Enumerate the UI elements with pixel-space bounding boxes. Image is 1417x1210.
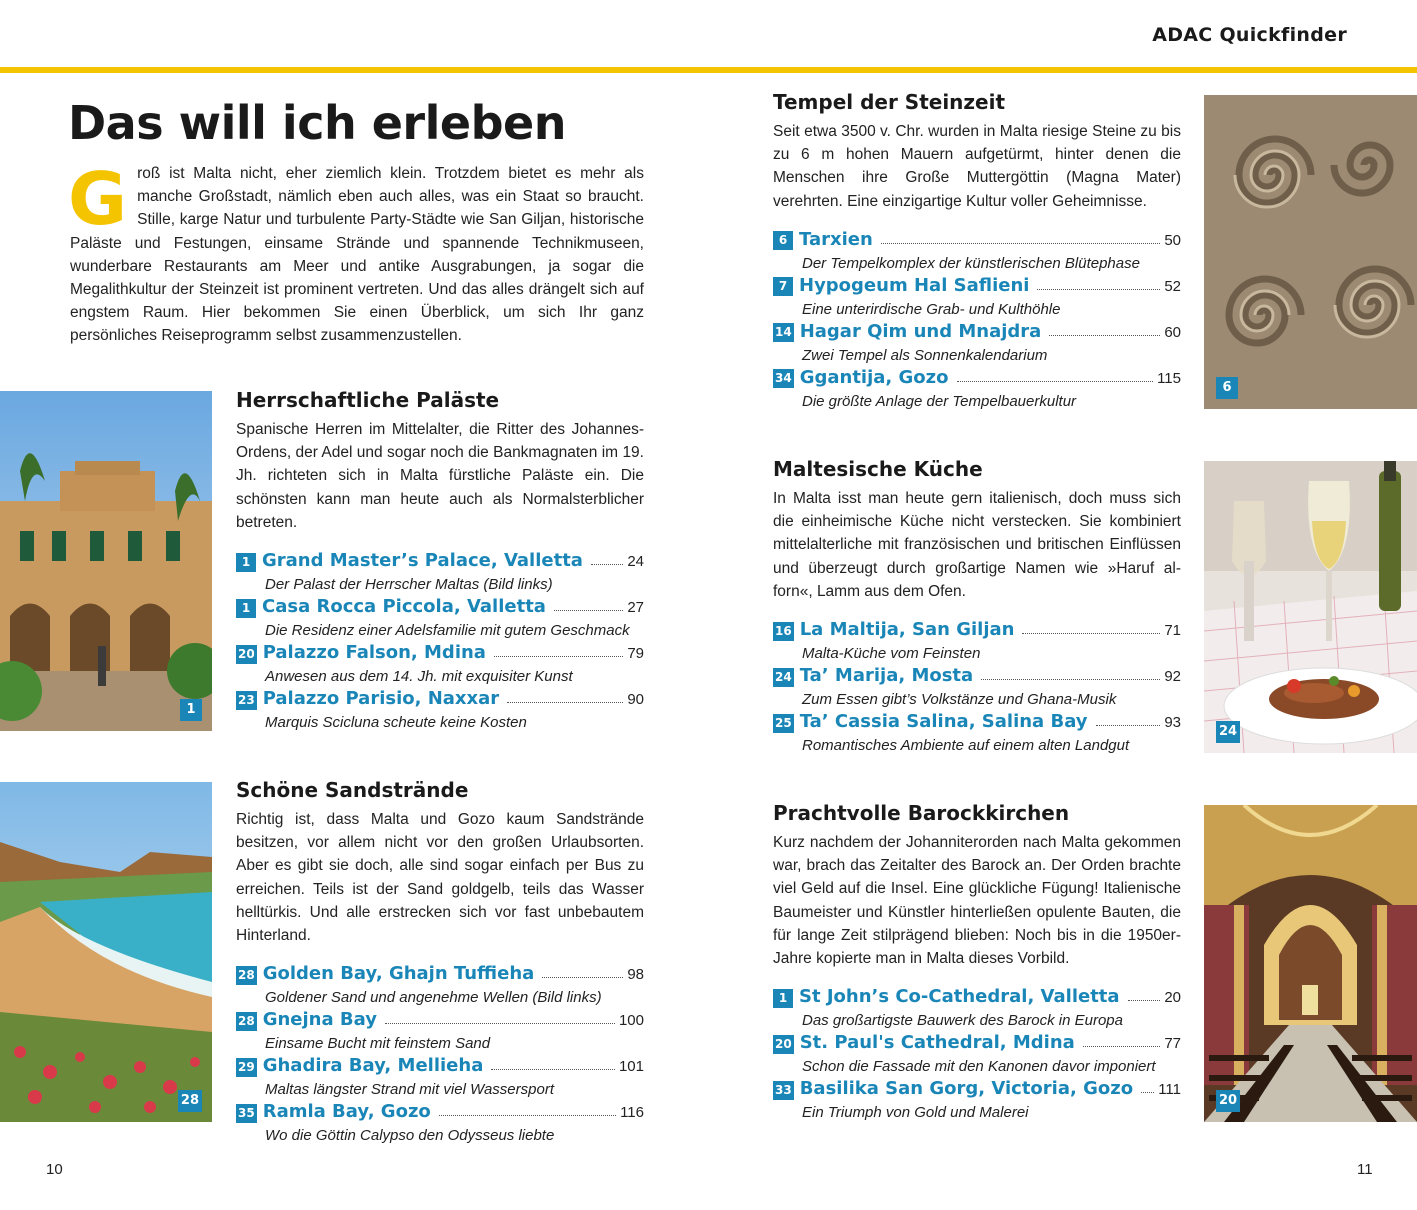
entry-description: Das großartigste Bauwerk des Barock in Europa: [802, 1012, 1123, 1030]
photo-badge: 28: [178, 1090, 202, 1112]
list-item[interactable]: [773, 275, 1181, 321]
page-reference: 116: [620, 1104, 644, 1122]
entry-description: Zwei Tempel als Sonnenkalendarium: [802, 346, 1048, 364]
leader-dots: [591, 564, 623, 565]
list-item[interactable]: [773, 1078, 1181, 1124]
entry-description: Romantisches Ambiente auf einem alten Landgut: [802, 737, 1130, 755]
number-badge: 24: [773, 668, 794, 687]
page-reference: 115: [1157, 369, 1181, 387]
leader-dots: [507, 702, 623, 703]
entry-description: Marquis Scicluna scheute keine Kosten: [265, 714, 527, 732]
list-item[interactable]: [236, 963, 644, 1009]
section-body: In Malta isst man heute gern italienisch, doch muss sich die einheimische Küche nicht verstecken. Sie kombiniert mittelalterliche mit französischen und britischen Einflüssen und überzeugt durch großartige Namen wie »Haruf al-forn«, Lamm aus dem Ofen.: [773, 490, 1181, 600]
leader-dots: [1022, 633, 1160, 634]
number-badge: 20: [773, 1035, 794, 1054]
list-item[interactable]: [773, 665, 1181, 711]
leader-dots: [554, 610, 623, 611]
intro-paragraph: [68, 157, 644, 348]
page-reference: 90: [627, 691, 644, 709]
section-title: Prachtvolle Barockkirchen: [773, 801, 1070, 825]
section-title: Herrschaftliche Paläste: [236, 388, 500, 412]
leader-dots: [1037, 289, 1160, 290]
section-body: Kurz nachdem der Johanniterorden nach Malta gekommen war, brach das Zeitalter des Barock an. Der Orden brachte viel Geld auf die Insel. Eine glückliche Fügung! Italienische Baumeister und Künstler hinterließen opulente Bauten, die für lange Zeit stilprägend blieben: Noch bis in die 1950er-Jahre kopierte man in Malta dieses Vorbild.: [773, 834, 1181, 968]
section-temples: [773, 90, 1181, 413]
entry-description: Ein Triumph von Gold und Malerei: [802, 1104, 1029, 1122]
entry-title[interactable]: Ramla Bay, Gozo: [262, 1101, 431, 1123]
page-number-left: 10: [46, 1161, 63, 1178]
entry-title[interactable]: Palazzo Falson, Mdina: [262, 642, 486, 664]
leader-dots: [1128, 1000, 1161, 1001]
page-reference: 98: [627, 966, 644, 984]
section-beaches: [236, 778, 644, 1147]
photo-palace: [0, 391, 212, 731]
page-reference: 50: [1164, 231, 1181, 249]
entry-title[interactable]: Tarxien: [799, 228, 873, 250]
number-badge: 35: [236, 1104, 257, 1123]
entry-title[interactable]: Hagar Qim und Mnajdra: [799, 320, 1042, 342]
entry-title[interactable]: La Maltija, San Giljan: [799, 619, 1015, 641]
list-item[interactable]: [236, 1055, 644, 1101]
header-rule: [0, 67, 1417, 73]
leader-dots: [881, 243, 1161, 244]
photo-badge: 20: [1216, 1090, 1240, 1112]
list-item[interactable]: [236, 688, 644, 734]
number-badge: 25: [773, 714, 794, 733]
section-cuisine: [773, 457, 1181, 757]
leader-dots: [981, 679, 1160, 680]
leader-dots: [957, 381, 1154, 382]
section-body: Seit etwa 3500 v. Chr. wurden in Malta riesige Steine zu bis zu 6 m hohen Mauern aufgetürmt, hinter denen die Menschen ihre Große Muttergöttin (Magna Mater) verehrten. Eine einzigartige Kultur voller Geheimnisse.: [773, 123, 1181, 210]
leader-dots: [494, 656, 623, 657]
number-badge: 7: [773, 277, 793, 296]
number-badge: 23: [236, 691, 257, 710]
section-palaces: [236, 388, 644, 734]
number-badge: 1: [236, 553, 256, 572]
entry-title[interactable]: Golden Bay, Ghajn Tuffieha: [262, 963, 535, 985]
entry-description: Eine unterirdische Grab- und Kulthöhle: [802, 300, 1061, 318]
header-label: ADAC Quickfinder: [1152, 24, 1347, 46]
entry-description: Der Palast der Herrscher Maltas (Bild links): [265, 576, 553, 594]
page-reference: 92: [1164, 668, 1181, 686]
page-reference: 100: [618, 1012, 644, 1030]
section-title: Tempel der Steinzeit: [773, 90, 1006, 114]
leader-dots: [1141, 1092, 1154, 1093]
list-item[interactable]: [773, 986, 1181, 1032]
entry-title[interactable]: Ta’ Marija, Mosta: [799, 665, 974, 687]
entry-description: Einsame Bucht mit feinstem Sand: [265, 1035, 491, 1053]
section-body: Richtig ist, dass Malta und Gozo kaum Sandstrände besitzen, vor allem nicht vor den großen Urlaubsorten. Aber es gibt sie doch, alle sind sogar einfach per Bus zu erreichen. Teils ist der Sand goldgelb, teils das Wasser helltürkis. Und alle erstrecken sich vor fast unbebautem Hinterland.: [236, 811, 644, 945]
photo-stone: [1204, 95, 1417, 409]
section-churches: [773, 801, 1181, 1124]
leader-dots: [542, 977, 623, 978]
entry-title[interactable]: Basilika San Gorg, Victoria, Gozo: [799, 1078, 1134, 1100]
entry-description: Goldener Sand und angenehme Wellen (Bild links): [265, 989, 602, 1007]
entry-title[interactable]: Gnejna Bay: [262, 1009, 377, 1031]
photo-church: [1204, 805, 1417, 1122]
page-reference: 60: [1164, 323, 1181, 341]
entry-description: Maltas längster Strand mit viel Wassersport: [265, 1081, 554, 1099]
list-item[interactable]: [236, 1101, 644, 1147]
photo-badge: 6: [1216, 377, 1238, 399]
entry-description: Die größte Anlage der Tempelbauerkultur: [802, 392, 1077, 410]
page-title: Das will ich erleben: [68, 96, 566, 150]
leader-dots: [1083, 1046, 1161, 1047]
list-item[interactable]: [773, 229, 1181, 275]
list-item[interactable]: [773, 1032, 1181, 1078]
page-reference: 71: [1164, 622, 1181, 640]
number-badge: 14: [773, 323, 794, 342]
page-reference: 52: [1164, 277, 1181, 295]
page-reference: 20: [1164, 989, 1181, 1007]
entry-title[interactable]: Palazzo Parisio, Naxxar: [262, 688, 500, 710]
photo-badge: 1: [180, 699, 202, 721]
entry-description: Malta-Küche vom Feinsten: [802, 645, 981, 663]
page-reference: 101: [618, 1058, 644, 1076]
section-body: Spanische Herren im Mittelalter, die Ritter des Johannes-Ordens, der Adel und sogar noch die Bankmagnaten im 19. Jh. richteten sich in Malta fürstliche Paläste ein. Die schönsten kann man heute auch als Normalsterblicher betreten.: [236, 421, 644, 531]
list-item[interactable]: [236, 1009, 644, 1055]
leader-dots: [1096, 725, 1161, 726]
page-reference: 24: [627, 553, 644, 571]
page-reference: 111: [1158, 1081, 1181, 1099]
section-title: Schöne Sandstrände: [236, 778, 469, 802]
list-item[interactable]: [236, 550, 644, 596]
list-item[interactable]: [236, 642, 644, 688]
entry-title[interactable]: Ggantija, Gozo: [799, 366, 949, 388]
page-reference: 27: [627, 599, 644, 617]
leader-dots: [491, 1069, 615, 1070]
photo-beach: [0, 782, 212, 1122]
entry-description: Die Residenz einer Adelsfamilie mit gutem Geschmack: [265, 622, 630, 640]
number-badge: 1: [236, 599, 256, 618]
number-badge: 28: [236, 966, 257, 985]
page-reference: 93: [1164, 714, 1181, 732]
entry-title[interactable]: St. Paul's Cathedral, Mdina: [799, 1032, 1075, 1054]
list-item[interactable]: [773, 367, 1181, 413]
number-badge: 28: [236, 1012, 257, 1031]
entry-description: Der Tempelkomplex der künstlerischen Blütephase: [802, 254, 1140, 272]
entry-title[interactable]: Ghadira Bay, Mellieha: [262, 1055, 484, 1077]
list-item[interactable]: [773, 619, 1181, 665]
entry-title[interactable]: St John’s Co-Cathedral, Valletta: [799, 986, 1120, 1008]
page-reference: 79: [627, 645, 644, 663]
photo-badge: 24: [1216, 721, 1240, 743]
number-badge: 1: [773, 989, 793, 1008]
entry-description: Schon die Fassade mit den Kanonen davor imponiert: [802, 1058, 1156, 1076]
number-badge: 29: [236, 1058, 257, 1077]
section-title: Maltesische Küche: [773, 457, 983, 481]
entry-title[interactable]: Casa Rocca Piccola, Valletta: [262, 596, 546, 618]
number-badge: 6: [773, 231, 793, 250]
photo-food: [1204, 461, 1417, 753]
leader-dots: [385, 1023, 615, 1024]
entry-description: Anwesen aus dem 14. Jh. mit exquisiter Kunst: [265, 668, 573, 686]
list-item[interactable]: [773, 321, 1181, 367]
list-item[interactable]: [236, 596, 644, 642]
number-badge: 34: [773, 369, 794, 388]
number-badge: 16: [773, 622, 794, 641]
entry-description: Zum Essen gibt’s Volkstänze und Ghana-Musik: [802, 691, 1117, 709]
entry-title[interactable]: Ta’ Cassia Salina, Salina Bay: [799, 711, 1088, 733]
page-number-right: 11: [1357, 1161, 1373, 1178]
entry-title[interactable]: Grand Master’s Palace, Valletta: [262, 550, 583, 572]
intro-text: roß ist Malta nicht, eher ziemlich klein. Trotzdem bietet es mehr als manche Großstadt, nämlich eben auch alles, was ein Staat so braucht. Stille, karge Natur und turbulente Party-Städte wie San Giljan, historische Paläste und Festungen, einsame Strände und spannende Technikmuseen, wunderbare Restaurants am Meer und antike Ausgrabungen, ja sogar die Megalithkultur der Steinzeit ist prominent vertreten. Und das alles drängelt sich auf engstem Raum. Hier bekommen Sie einen Überblick, um sich Ihr ganz persönliches Reiseprogramm selbst zusammenzustellen.: [70, 165, 644, 345]
entry-description: Wo die Göttin Calypso den Odysseus liebte: [265, 1127, 555, 1145]
leader-dots: [1049, 335, 1160, 336]
page-reference: 77: [1164, 1035, 1181, 1053]
number-badge: 33: [773, 1081, 794, 1100]
entry-title[interactable]: Hypogeum Hal Saflieni: [799, 274, 1030, 296]
leader-dots: [439, 1115, 616, 1116]
dropcap: G: [68, 157, 128, 241]
number-badge: 20: [236, 645, 257, 664]
list-item[interactable]: [773, 711, 1181, 757]
